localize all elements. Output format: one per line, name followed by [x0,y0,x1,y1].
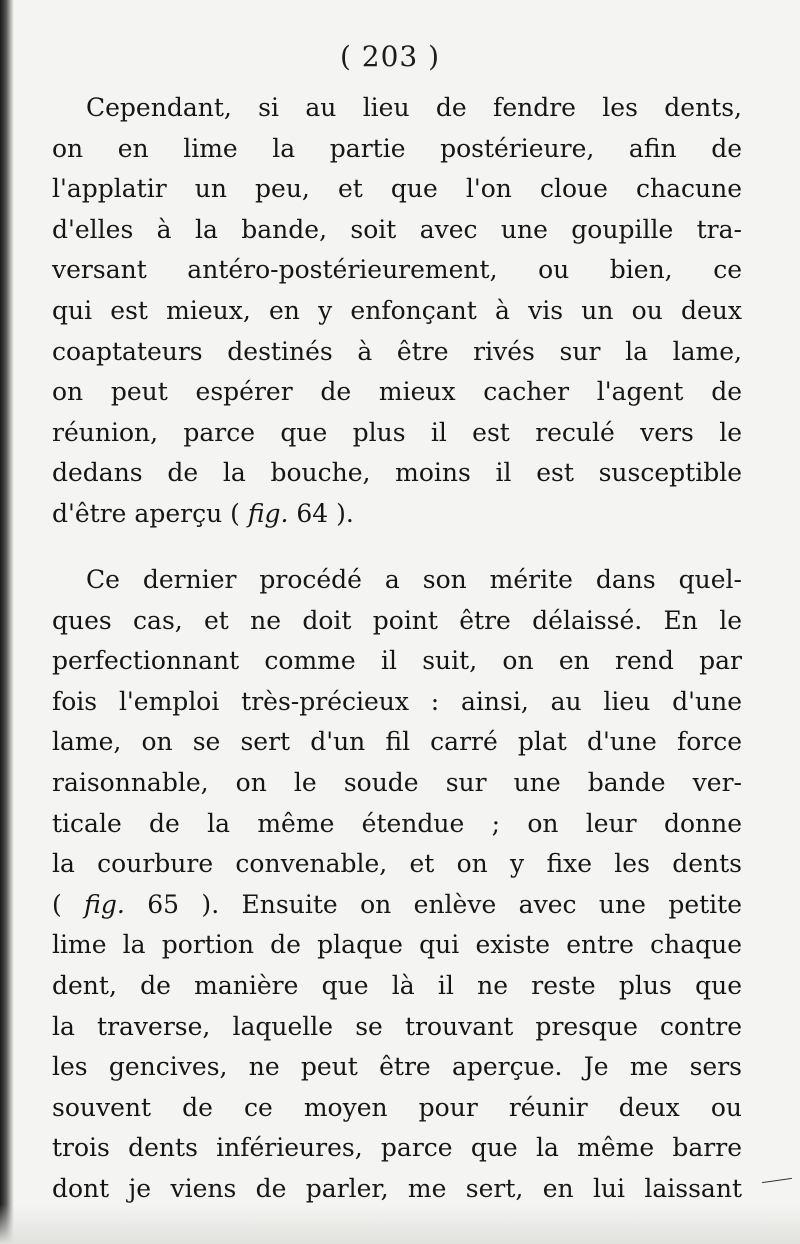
text-line: l'applatir un peu, et que l'on cloue chacune [52,174,742,204]
text-line: on peut espérer de mieux cacher l'agent de [52,377,742,407]
text-line: perfectionnant comme il suit, on en rend par [52,646,742,676]
text-line: trois dents inférieures, parce que la même barre [52,1133,742,1163]
text-line: lime la portion de plaque qui existe entre chaque [52,930,742,960]
text-line: dedans de la bouche, moins il est susceptible [52,458,742,488]
text-line: dont je viens de parler, me sert, en lui laissant [52,1173,742,1203]
text-line: versant antéro-postérieurement, ou bien, ce [52,255,742,285]
text-line: qui est mieux, en y enfonçant à vis un ou deux [52,295,742,325]
text-line: fois l'emploi très-précieux : ainsi, au lieu d'une [52,686,742,716]
page-bottom-shade [0,1204,800,1244]
text-line: ( fig. 65 ). Ensuite on enlève avec une petite [52,889,742,919]
text-line: coaptateurs destinés à être rivés sur la lame, [52,336,742,366]
text-line: ticale de la même étendue ; on leur donne [52,808,742,838]
text-line: d'elles à la bande, soit avec une goupille tra- [52,214,742,244]
paragraph-1 [52,88,742,535]
text-line: la traverse, laquelle se trouvant presque contre [52,1011,742,1041]
paragraph-2 [52,560,742,1210]
text-line: dent, de manière que là il ne reste plus que [52,970,742,1000]
text-line: réunion, parce que plus il est reculé vers le [52,417,742,447]
figure-reference: fig. [247,498,289,528]
page-number: ( 203 ) [339,40,441,73]
text-line: souvent de ce moyen pour réunir deux ou [52,1092,742,1122]
figure-reference: fig. [84,889,125,919]
text-line: les gencives, ne peut être aperçue. Je me sers [52,1052,742,1082]
text-line: ques cas, et ne doit point être délaissé. En le [52,605,742,635]
margin-pen-mark [762,1178,792,1183]
text-line: lame, on se sert d'un fil carré plat d'une force [52,727,742,757]
text-line: Cependant, si au lieu de fendre les dents, [86,93,742,122]
text-line: raisonnable, on le soude sur une bande ver- [52,767,742,797]
text-line: Ce dernier procédé a son mérite dans quel- [86,565,742,594]
text-line: d'être aperçu ( fig. 64 ). [52,498,354,528]
text-line: la courbure convenable, et on y fixe les dents [52,849,742,879]
text-line: on en lime la partie postérieure, afin de [52,133,742,163]
page-gutter-shadow [0,0,14,1244]
